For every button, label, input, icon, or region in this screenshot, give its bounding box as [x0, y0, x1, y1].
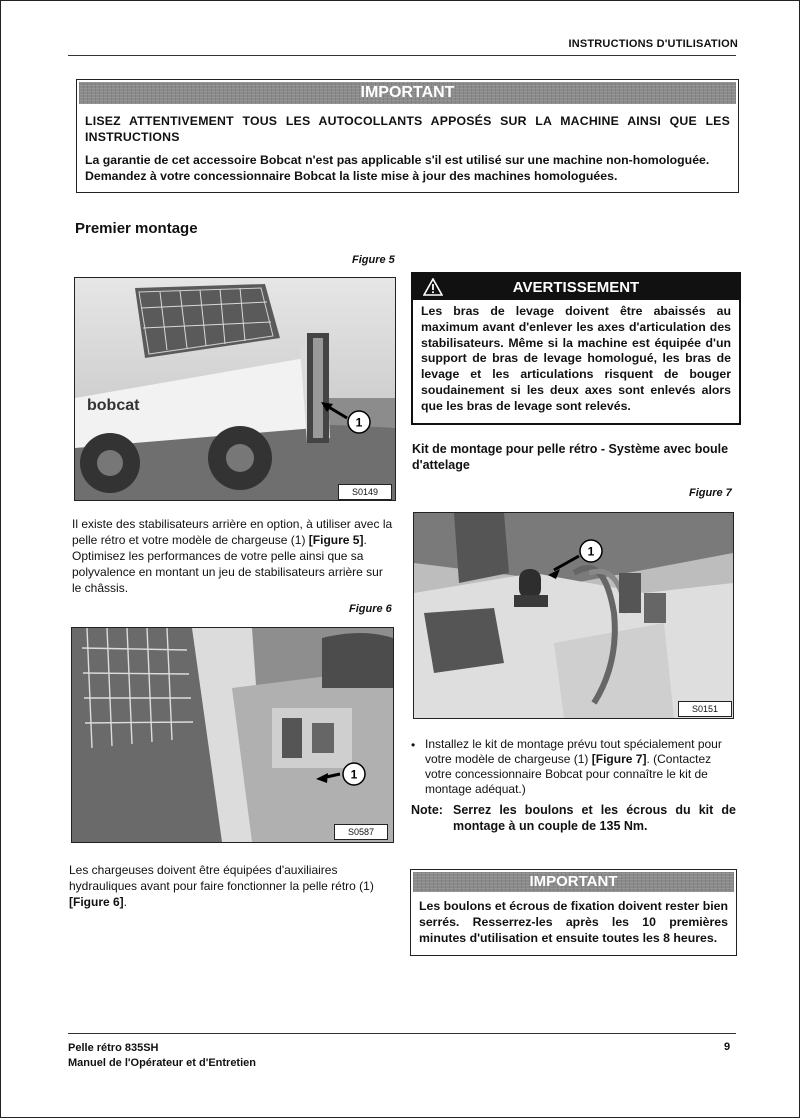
figure7-photo [413, 512, 734, 719]
figure5-label: Figure 5 [352, 254, 395, 266]
bullet-marker: • [411, 738, 416, 752]
figure5-callout: 1 [355, 415, 363, 430]
warning-title: AVERTISSEMENT [512, 278, 640, 296]
bullet-figure-ref: [Figure 7] [591, 752, 647, 766]
chargeuses-figure-ref: [Figure 6] [69, 895, 124, 909]
figure5-photo [74, 277, 396, 501]
stabilisateurs-text-1: Il existe des stabilisateurs arrière en option, à utiliser avec la pelle rétro et votre modèle de chargeuse (1) [72, 517, 393, 547]
section-title: Premier montage [75, 220, 198, 237]
bullet-text-1: Installez le kit de montage prévu tout spécialement pour votre modèle de chargeuse (1) [425, 737, 722, 766]
footer-manual: Manuel de l'Opérateur et d'Entretien [68, 1057, 256, 1069]
figure6-callout: 1 [350, 767, 358, 782]
header-rule [68, 55, 736, 56]
important-title-bottom: IMPORTANT [413, 872, 734, 892]
header-title: INSTRUCTIONS D'UTILISATION [568, 38, 738, 50]
chargeuses-text-1: Les chargeuses doivent être équipées d'auxiliaires hydrauliques avant pour faire fonctionner la pelle rétro (1) [69, 863, 374, 893]
chargeuses-paragraph [69, 862, 387, 910]
kit-title: Kit de montage pour pelle rétro - Système avec boule d'attelage [412, 442, 729, 472]
warning-triangle-icon [423, 278, 443, 296]
figure7-callout: 1 [587, 544, 595, 559]
figure5-image [75, 278, 395, 500]
chargeuses-text-2: . [123, 895, 128, 909]
footer-left [68, 1041, 256, 1071]
page-number: 9 [724, 1041, 731, 1053]
figure5-code: S0149 [338, 484, 392, 500]
footer-product: Pelle rétro 835SH [68, 1042, 159, 1054]
stabilisateurs-paragraph [72, 516, 394, 596]
bullet-text-2: . (Contactez votre concessionnaire Bobcat pour connaître le kit de montage adéquat.) [425, 752, 712, 796]
figure6-image [72, 628, 393, 842]
important-line2: La garantie de cet accessoire Bobcat n'est pas applicable s'il est utilisé sur une machine non-homologuée. Demandez à votre concessionnaire Bobcat la liste mise à jour des machines homologuées. [85, 153, 710, 183]
figure7-label: Figure 7 [689, 487, 732, 499]
important-bottom-text: Les boulons et écrous de fixation doivent rester bien serrés. Resserrez-les après les 10 premières minutes d'utilisation et ensuite toutes les 8 heures. [419, 899, 728, 945]
stabilisateurs-figure-ref: [Figure 5] [308, 533, 364, 547]
warning-header [413, 274, 739, 300]
note-text: Serrez les boulons et les écrous du kit de montage à un couple de 135 Nm. [453, 803, 736, 833]
figure6-photo [71, 627, 394, 843]
warning-box [411, 272, 741, 425]
stabilisateurs-text-2: . Optimisez les performances de votre pelle ainsi que sa polyvalence en montant un jeu de stabilisateurs arrière sur le châssis. [72, 533, 383, 595]
important-title-top: IMPORTANT [79, 82, 736, 104]
footer-rule [68, 1033, 736, 1034]
figure6-code: S0587 [334, 824, 388, 840]
figure7-image [414, 513, 733, 718]
figure6-label: Figure 6 [349, 603, 392, 615]
important-box-bottom [410, 869, 737, 956]
bobcat-brand-text: bobcat [87, 397, 140, 414]
note-label: Note: [411, 803, 443, 817]
important-box-top [76, 79, 739, 193]
important-line1: LISEZ ATTENTIVEMENT TOUS LES AUTOCOLLANTS APPOSÉS SUR LA MACHINE AINSI QUE LES INSTRUCTIONS [85, 114, 730, 144]
warning-text: Les bras de levage doivent être abaissés au maximum avant d'enlever les axes d'articulation des stabilisateurs. Même si la machine est équipée d'un support de bras de levage homologué, les bras de levage et les articulations risquent de bouger soudainement si les deux axes sont enlevés alors que les bras de levage sont relevés. [421, 304, 731, 413]
bullet-paragraph [425, 737, 737, 797]
figure7-code: S0151 [678, 701, 732, 717]
